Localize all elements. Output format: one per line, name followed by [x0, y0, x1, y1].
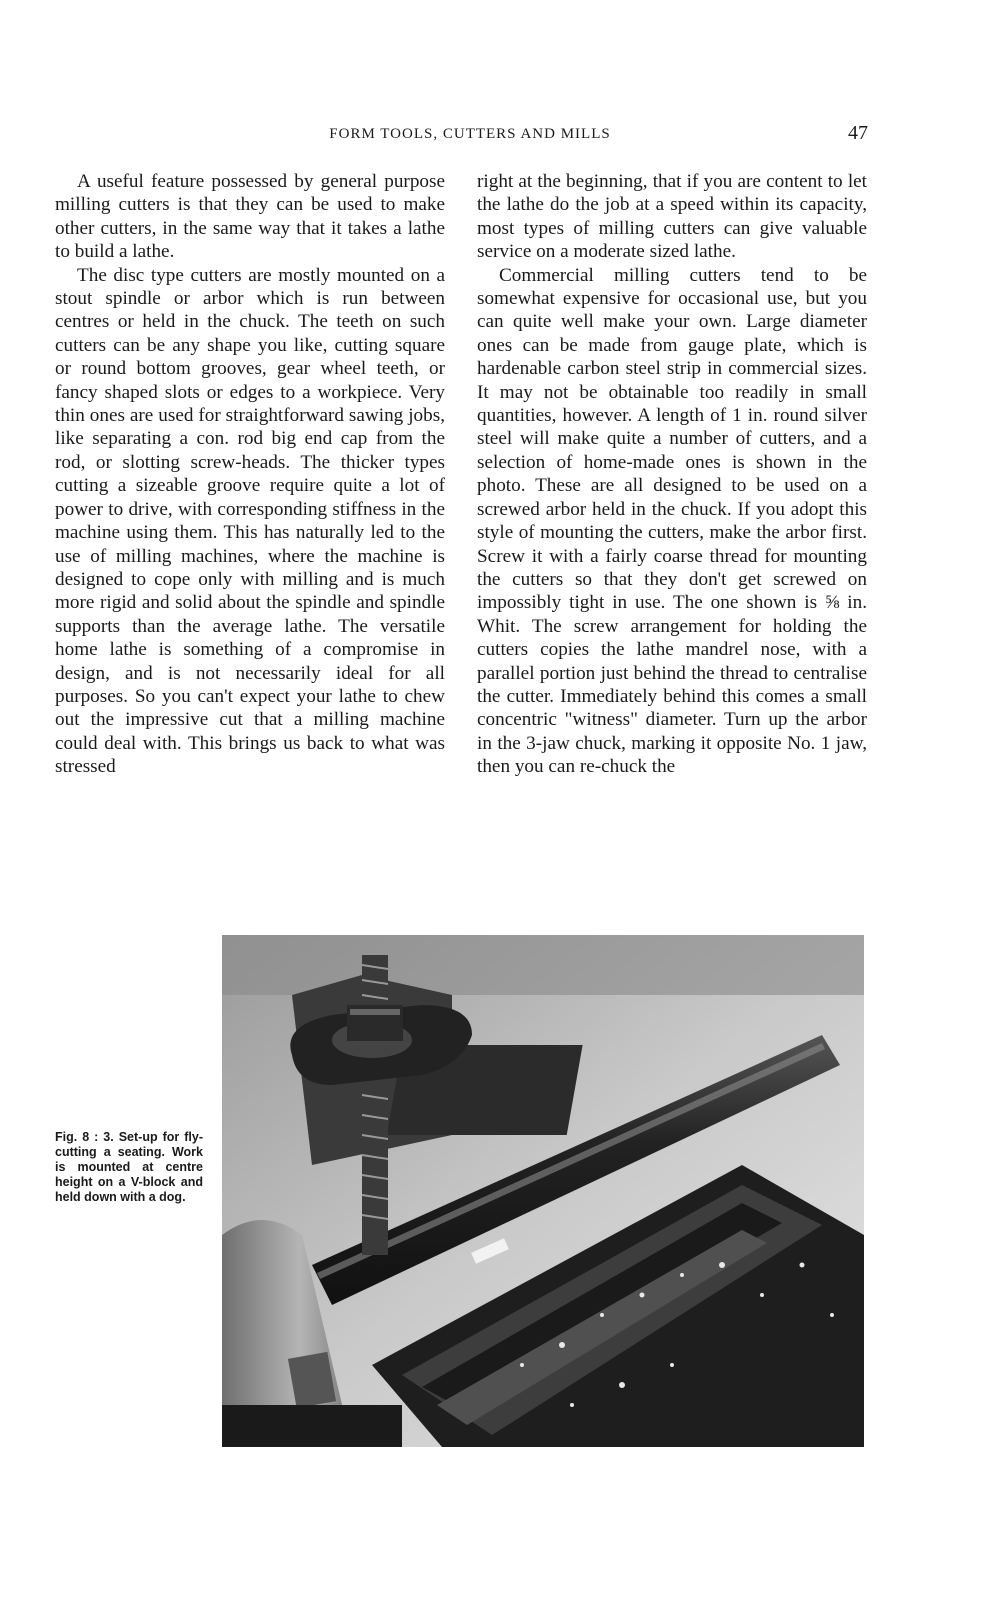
- figure-photo: [222, 935, 864, 1447]
- page-header: [0, 122, 989, 148]
- running-title: FORM TOOLS, CUTTERS AND MILLS: [329, 126, 611, 142]
- page-number: 47: [848, 122, 868, 144]
- left-column: [55, 170, 445, 779]
- paragraph: right at the beginning, that if you are content to let the lathe do the job at a speed within its capacity, most types of milling cutters can give valuable service on a moderate sized lathe.: [477, 171, 867, 263]
- right-column: [477, 170, 867, 779]
- lathe-setup-photo: [222, 935, 864, 1447]
- paragraph: A useful feature possessed by general purpose milling cutters is that they can be used to make other cutters, in the same way that it takes a lathe to build a lathe.: [55, 171, 445, 263]
- paragraph: Commercial milling cutters tend to be somewhat expensive for occasional use, but you can quite well make your own. Large diameter ones can be made from gauge plate, which is hardenable carbon steel strip in commercial sizes. It may not be obtainable too readily in small quantities, however. A length of 1 in. round silver steel will make quite a number of cutters, and a selection of home-made ones is shown in the photo. These are all designed to be used on a screwed arbor held in the chuck. If you adopt this style of mounting the cutters, make the arbor first. Screw it with a fairly coarse thread for mounting the cutters so that they don't get screwed on impossibly tight in use. The one shown is ⅝ in. Whit. The screw arrangement for holding the cutters copies the lathe mandrel nose, with a parallel portion just behind the thread to centralise the cutter. Immediately behind this comes a small concentric "witness" diameter. Turn up the arbor in the 3-jaw chuck, marking it opposite No. 1 jaw, then you can re-chuck the: [477, 264, 867, 778]
- paragraph: The disc type cutters are mostly mounted on a stout spindle or arbor which is run between centres or held in the chuck. The teeth on such cutters can be any shape you like, cutting square or round bottom grooves, gear wheel teeth, or fancy shaped slots or edges to a workpiece. Very thin ones are used for straightforward sawing jobs, like separating a con. rod big end cap from the rod, or slotting screw-heads. The thicker types cutting a sizeable groove require quite a lot of power to drive, with corresponding stiffness in the machine using them. This has naturally led to the use of milling machines, where the machine is designed to cope only with milling and is much more rigid and solid about the spindle and spindle supports than the average lathe. The versatile home lathe is something of a compromise in design, and is not necessarily ideal for all purposes. So you can't expect your lathe to chew out the impressive cut that a milling machine could deal with. This brings us back to what was stressed: [55, 264, 445, 778]
- figure-caption: Fig. 8 : 3. Set-up for fly-cutting a seating. Work is mounted at centre height on a V-block and held down with a dog.: [55, 1130, 203, 1204]
